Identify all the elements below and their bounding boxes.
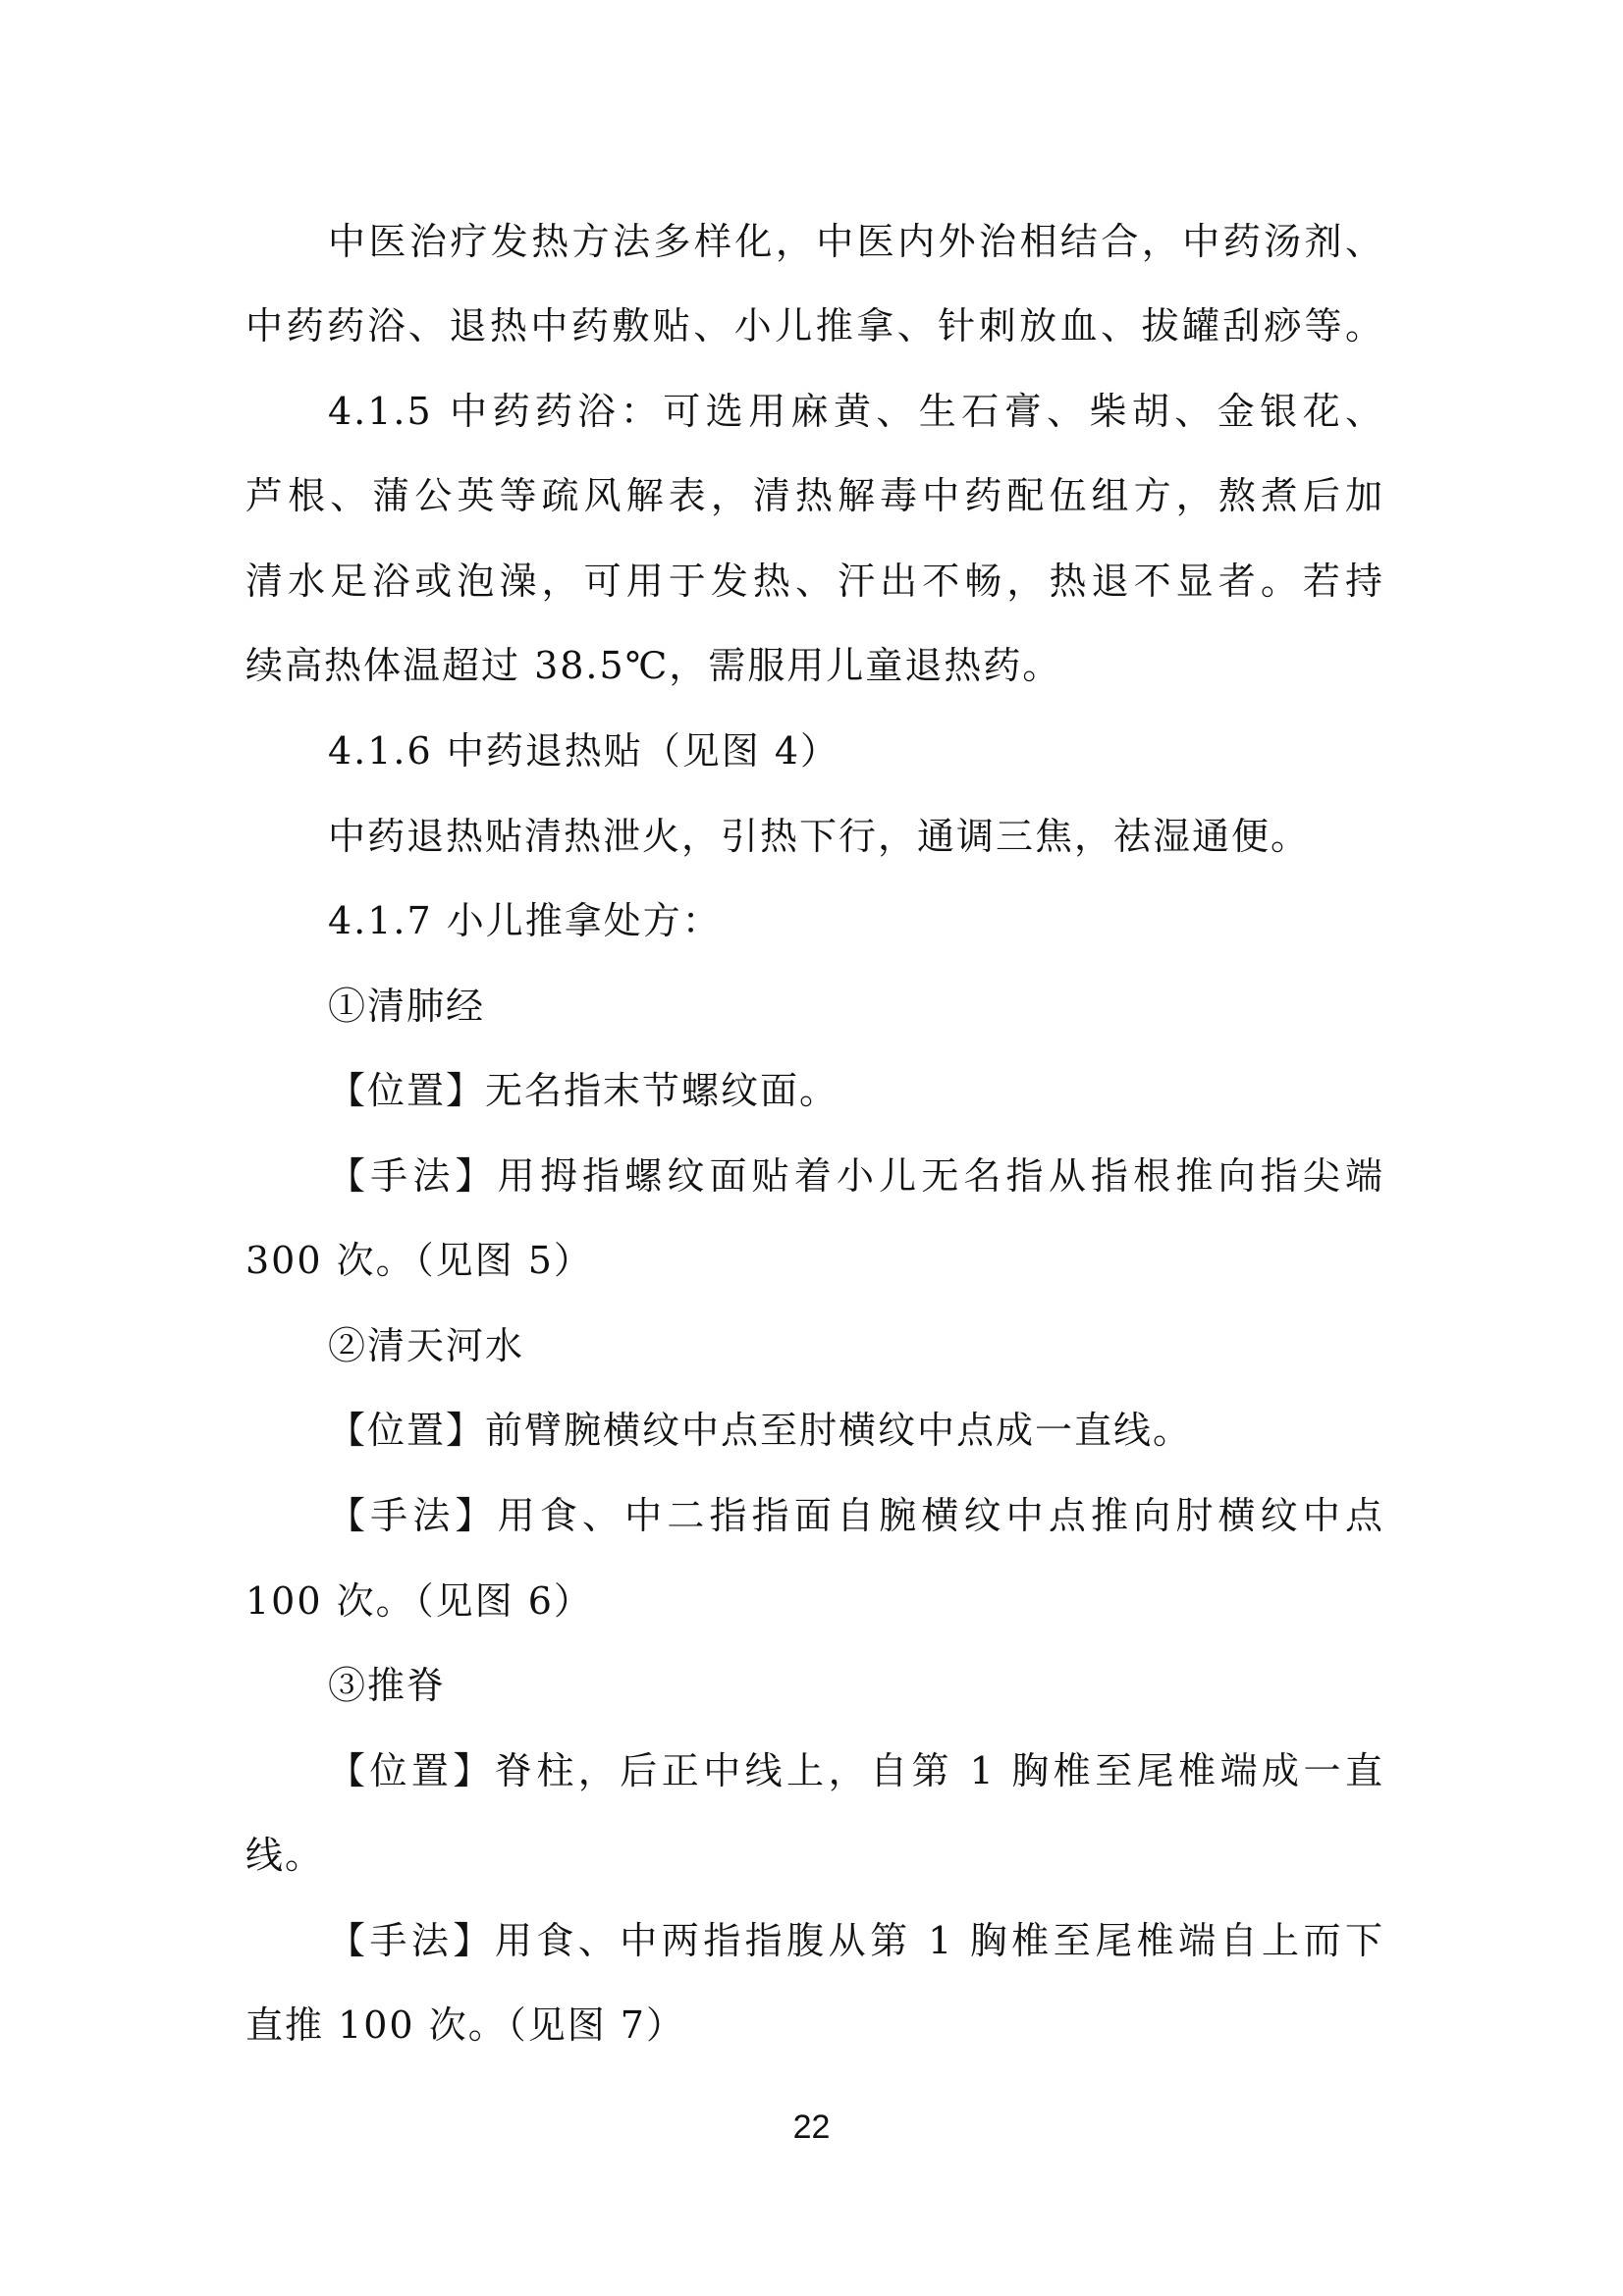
section-heading-4-1-7: 4.1.7 小儿推拿处方：: [328, 899, 722, 942]
method-line: 【手法】用食、中二指指面自腕横纹中点推向肘横纹中点: [328, 1494, 1384, 1537]
position-line: 【位置】脊柱，后正中线上，自第 1 胸椎至尾椎端成一直: [328, 1749, 1384, 1792]
page-number: 22: [792, 2109, 831, 2146]
position-line: 【位置】前臂腕横纹中点至肘横纹中点成一直线。: [328, 1409, 1193, 1452]
paragraph-line: 中医治疗发热方法多样化，中医内外治相结合，中药汤剂、: [328, 220, 1384, 263]
paragraph-line: 续高热体温超过 38.5℃，需服用儿童退热药。: [245, 644, 1062, 687]
paragraph-line: 芦根、蒲公英等疏风解表，清热解毒中药配伍组方，熬煮后加: [245, 474, 1384, 517]
position-line: 线。: [245, 1834, 325, 1877]
position-line: 【位置】无名指末节螺纹面。: [328, 1069, 839, 1112]
item-heading-qing-tian-he-shui: ②清天河水: [328, 1324, 525, 1367]
method-line: 100 次。（见图 6）: [245, 1579, 593, 1623]
method-line: 300 次。（见图 5）: [245, 1239, 593, 1282]
method-line: 直推 100 次。（见图 7）: [245, 2003, 685, 2047]
paragraph-line: 清水足浴或泡澡，可用于发热、汗出不畅，热退不显者。若持: [245, 560, 1384, 603]
paragraph-line: 中药药浴、退热中药敷贴、小儿推拿、针刺放血、拔罐刮痧等。: [245, 304, 1384, 347]
section-heading-4-1-6: 4.1.6 中药退热贴（见图 4）: [328, 729, 840, 773]
method-line: 【手法】用食、中两指指腹从第 1 胸椎至尾椎端自上而下: [328, 1919, 1384, 1962]
item-heading-qing-fei-jing: ①清肺经: [328, 985, 486, 1028]
section-heading-4-1-5: 4.1.5 中药药浴：可选用麻黄、生石膏、柴胡、金银花、: [328, 390, 1384, 433]
paragraph-line: 中药退热贴清热泄火，引热下行，通调三焦，祛湿通便。: [328, 815, 1311, 858]
item-heading-tui-ji: ③推脊: [328, 1664, 447, 1707]
method-line: 【手法】用拇指螺纹面贴着小儿无名指从指根推向指尖端: [328, 1154, 1384, 1198]
